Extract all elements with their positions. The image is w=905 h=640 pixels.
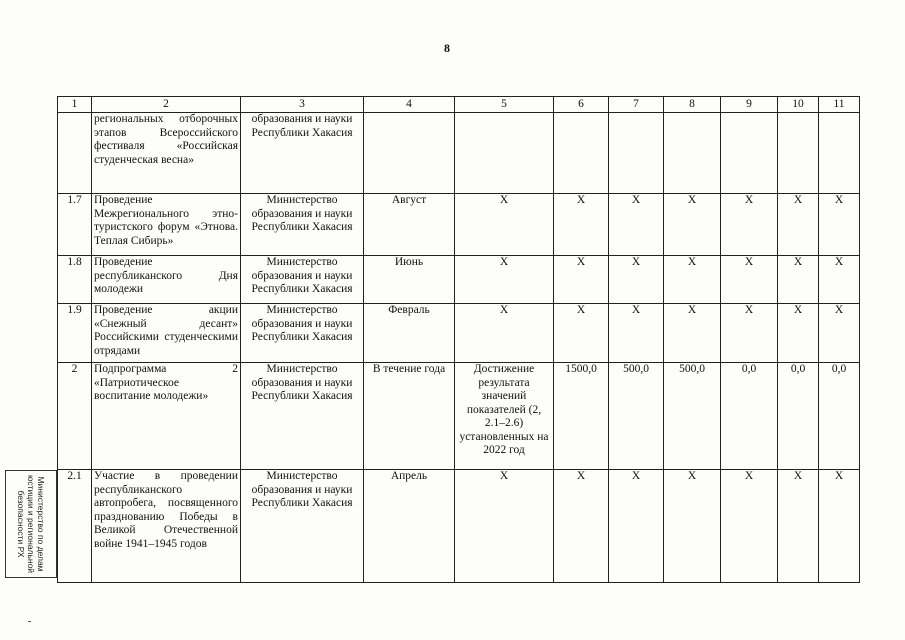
expected-result <box>455 113 554 194</box>
funding-value: X <box>721 304 778 363</box>
page-number: 8 <box>444 41 450 55</box>
row-number <box>58 113 92 194</box>
responsible-org: Министерство образования и науки Республики Хакасия <box>241 304 364 363</box>
stamp-text: Министерство по делам юстиции и региональной безопасности РХ <box>16 474 46 574</box>
execution-term: Февраль <box>364 304 455 363</box>
row-number: 1.8 <box>58 256 92 304</box>
funding-value <box>609 113 664 194</box>
funding-value: X <box>609 470 664 583</box>
registration-stamp <box>5 470 57 578</box>
funding-value <box>819 113 860 194</box>
funding-value: X <box>664 194 721 256</box>
row-number: 2 <box>58 363 92 470</box>
funding-value: X <box>778 256 819 304</box>
expected-result: X <box>455 470 554 583</box>
program-table <box>57 96 860 583</box>
funding-value: X <box>721 194 778 256</box>
row-number: 1.7 <box>58 194 92 256</box>
row-number: 2.1 <box>58 470 92 583</box>
column-number: 7 <box>609 97 664 113</box>
execution-term: Июнь <box>364 256 455 304</box>
column-number: 9 <box>721 97 778 113</box>
table-row <box>58 194 860 256</box>
table-row <box>58 363 860 470</box>
funding-value: X <box>664 304 721 363</box>
funding-value: X <box>554 304 609 363</box>
funding-value: X <box>609 256 664 304</box>
event-name: Проведение республиканского Дня молодежи <box>92 256 241 304</box>
column-number: 8 <box>664 97 721 113</box>
funding-value: X <box>778 304 819 363</box>
funding-value <box>778 113 819 194</box>
execution-term: В течение года <box>364 363 455 470</box>
funding-value <box>664 113 721 194</box>
funding-value: X <box>664 256 721 304</box>
funding-value: X <box>819 304 860 363</box>
funding-value: 500,0 <box>664 363 721 470</box>
execution-term <box>364 113 455 194</box>
funding-value: 500,0 <box>609 363 664 470</box>
funding-value: X <box>721 256 778 304</box>
funding-value: X <box>554 470 609 583</box>
funding-value: X <box>778 194 819 256</box>
responsible-org: Министерство образования и науки Республики Хакасия <box>241 256 364 304</box>
column-number: 6 <box>554 97 609 113</box>
table-row <box>58 113 860 194</box>
column-number: 11 <box>819 97 860 113</box>
funding-value: X <box>778 470 819 583</box>
funding-value: X <box>721 470 778 583</box>
execution-term: Август <box>364 194 455 256</box>
execution-term: Апрель <box>364 470 455 583</box>
expected-result: X <box>455 256 554 304</box>
table-row <box>58 256 860 304</box>
funding-value: X <box>819 256 860 304</box>
column-number: 5 <box>455 97 554 113</box>
column-number: 2 <box>92 97 241 113</box>
event-name: Подпрограмма 2 «Патриотическое воспитание молодежи» <box>92 363 241 470</box>
funding-value: 1500,0 <box>554 363 609 470</box>
table-row <box>58 470 860 583</box>
funding-value: 0,0 <box>778 363 819 470</box>
event-name: региональных отборочных этапов Всероссийского фестиваля «Российская студенческая весна» <box>92 113 241 194</box>
responsible-org: Министерство образования и науки Республики Хакасия <box>241 194 364 256</box>
responsible-org: образования и науки Республики Хакасия <box>241 113 364 194</box>
responsible-org: Министерство образования и науки Республики Хакасия <box>241 470 364 583</box>
funding-value: 0,0 <box>819 363 860 470</box>
column-number: 4 <box>364 97 455 113</box>
funding-value: X <box>554 194 609 256</box>
funding-value <box>554 113 609 194</box>
row-number: 1.9 <box>58 304 92 363</box>
column-number: 1 <box>58 97 92 113</box>
responsible-org: Министерство образования и науки Республики Хакасия <box>241 363 364 470</box>
event-name: Проведение Межрегионального этно-туристского форум «Этнова. Теплая Сибирь» <box>92 194 241 256</box>
event-name: Проведение акции «Снежный десант» Российскими студенческими отрядами <box>92 304 241 363</box>
event-name: Участие в проведении республиканского автопробега, посвященного празднованию Победы в Великой Отечественной войне 1941–1945 годов <box>92 470 241 583</box>
expected-result: Достижение результата значений показателей (2, 2.1–2.6) установленных на 2022 год <box>455 363 554 470</box>
funding-value: X <box>819 194 860 256</box>
funding-value <box>721 113 778 194</box>
funding-value: X <box>554 256 609 304</box>
column-number-row <box>58 97 860 113</box>
funding-value: X <box>609 194 664 256</box>
column-number: 3 <box>241 97 364 113</box>
funding-value: 0,0 <box>721 363 778 470</box>
table-row <box>58 304 860 363</box>
expected-result: X <box>455 194 554 256</box>
funding-value: X <box>609 304 664 363</box>
expected-result: X <box>455 304 554 363</box>
funding-value: X <box>664 470 721 583</box>
funding-value: X <box>819 470 860 583</box>
scan-mark <box>28 621 31 622</box>
column-number: 10 <box>778 97 819 113</box>
